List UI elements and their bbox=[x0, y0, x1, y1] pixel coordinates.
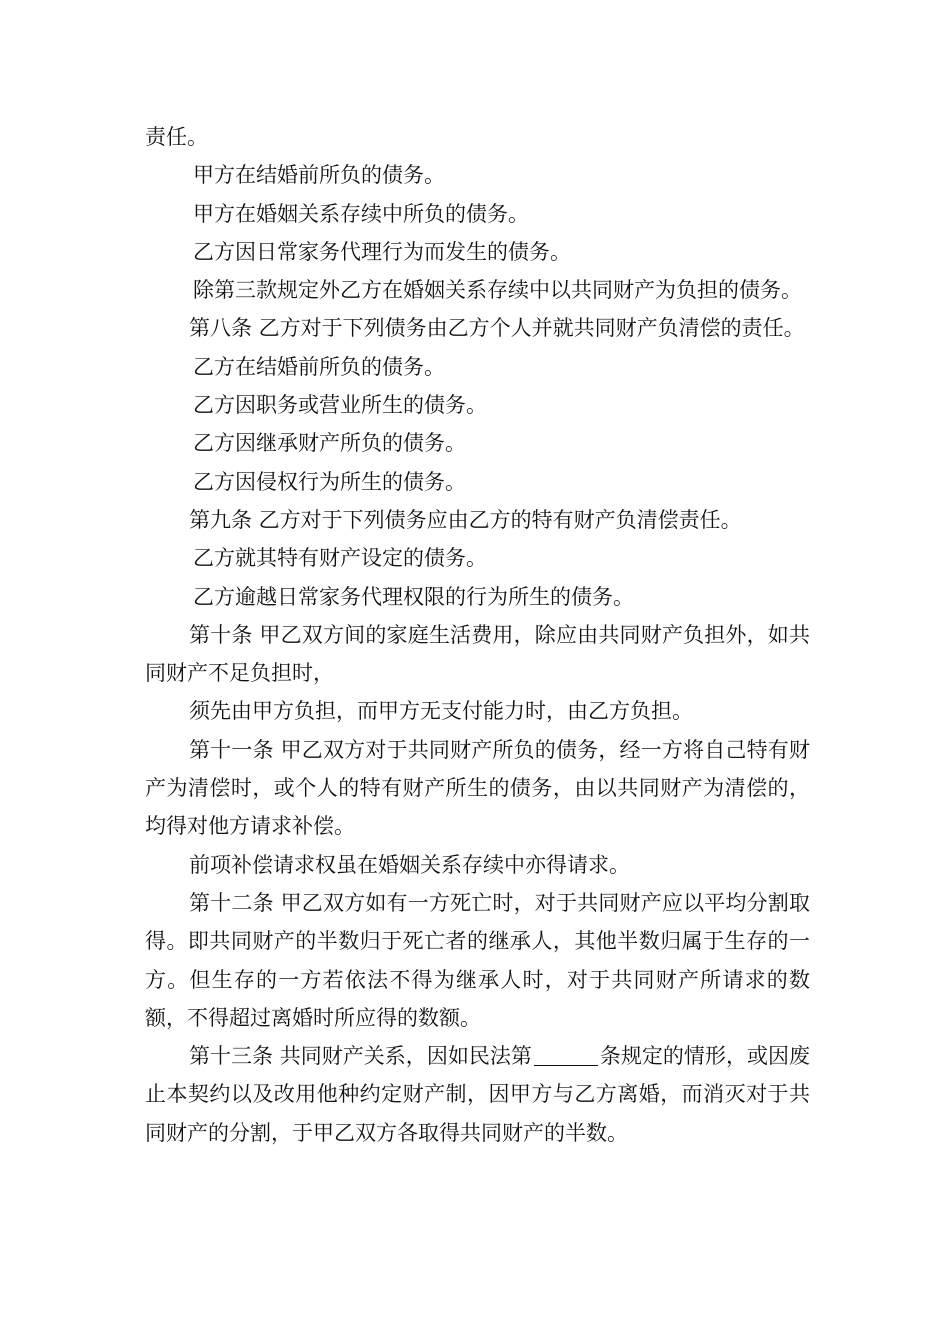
paragraph-item: 甲方在婚姻关系存续中所负的债务。 bbox=[193, 201, 529, 226]
article-10: 第十条 甲乙双方间的家庭生活费用，除应由共同财产负担外，如共同财产不足负担时， bbox=[145, 622, 810, 686]
paragraph-item: 乙方因职务或营业所生的债务。 bbox=[193, 393, 487, 418]
paragraph-item: 甲方在结婚前所负的债务。 bbox=[193, 163, 445, 188]
paragraph-item: 乙方因继承财产所负的债务。 bbox=[193, 431, 466, 456]
article-9: 第九条 乙方对于下列债务应由乙方的特有财产负清偿责任。 bbox=[189, 507, 742, 532]
paragraph-item: 乙方逾越日常家务代理权限的行为所生的债务。 bbox=[193, 584, 634, 609]
article-13-text-before: 第十三条 共同财产关系，因如民法第 bbox=[189, 1044, 532, 1069]
article-11: 第十一条 甲乙双方对于共同财产所负的债务，经一方将自己特有财产为清偿时，或个人的特有财产所生的债务，由以共同财产为清偿的，均得对他方请求补偿。 bbox=[145, 737, 810, 839]
fill-in-blank bbox=[534, 1043, 598, 1066]
article-13-text-after: 条规定的情形，或因废止本契约以及改用他种约定财产制，因甲方与乙方离婚，而消灭对于共同财产的分割，于甲乙双方各取得共同财产的半数。 bbox=[145, 1044, 810, 1145]
paragraph-item: 除第三款规定外乙方在婚姻关系存续中以共同财产为负担的债务。 bbox=[193, 278, 802, 303]
paragraph-continuation: 责任。 bbox=[145, 125, 208, 149]
paragraph-item: 前项补偿请求权虽在婚姻关系存续中亦得请求。 bbox=[189, 852, 630, 877]
paragraph-item: 须先由甲方负担，而甲方无支付能力时，由乙方负担。 bbox=[189, 699, 693, 724]
paragraph-item: 乙方就其特有财产设定的债务。 bbox=[193, 546, 487, 571]
article-13 bbox=[145, 1037, 810, 1152]
article-12: 第十二条 甲乙双方如有一方死亡时，对于共同财产应以平均分割取得。即共同财产的半数归于死亡者的继承人，其他半数归属于生存的一方。但生存的一方若依法不得为继承人时，对于共同财产所请求的数额，不得超过离婚时所应得的数额。 bbox=[145, 890, 810, 1030]
document-body bbox=[145, 118, 810, 1152]
article-8: 第八条 乙方对于下列债务由乙方个人并就共同财产负清偿的责任。 bbox=[189, 316, 805, 341]
paragraph-item: 乙方因日常家务代理行为而发生的债务。 bbox=[193, 239, 571, 264]
paragraph-item: 乙方因侵权行为所生的债务。 bbox=[193, 469, 466, 494]
paragraph-item: 乙方在结婚前所负的债务。 bbox=[193, 354, 445, 379]
